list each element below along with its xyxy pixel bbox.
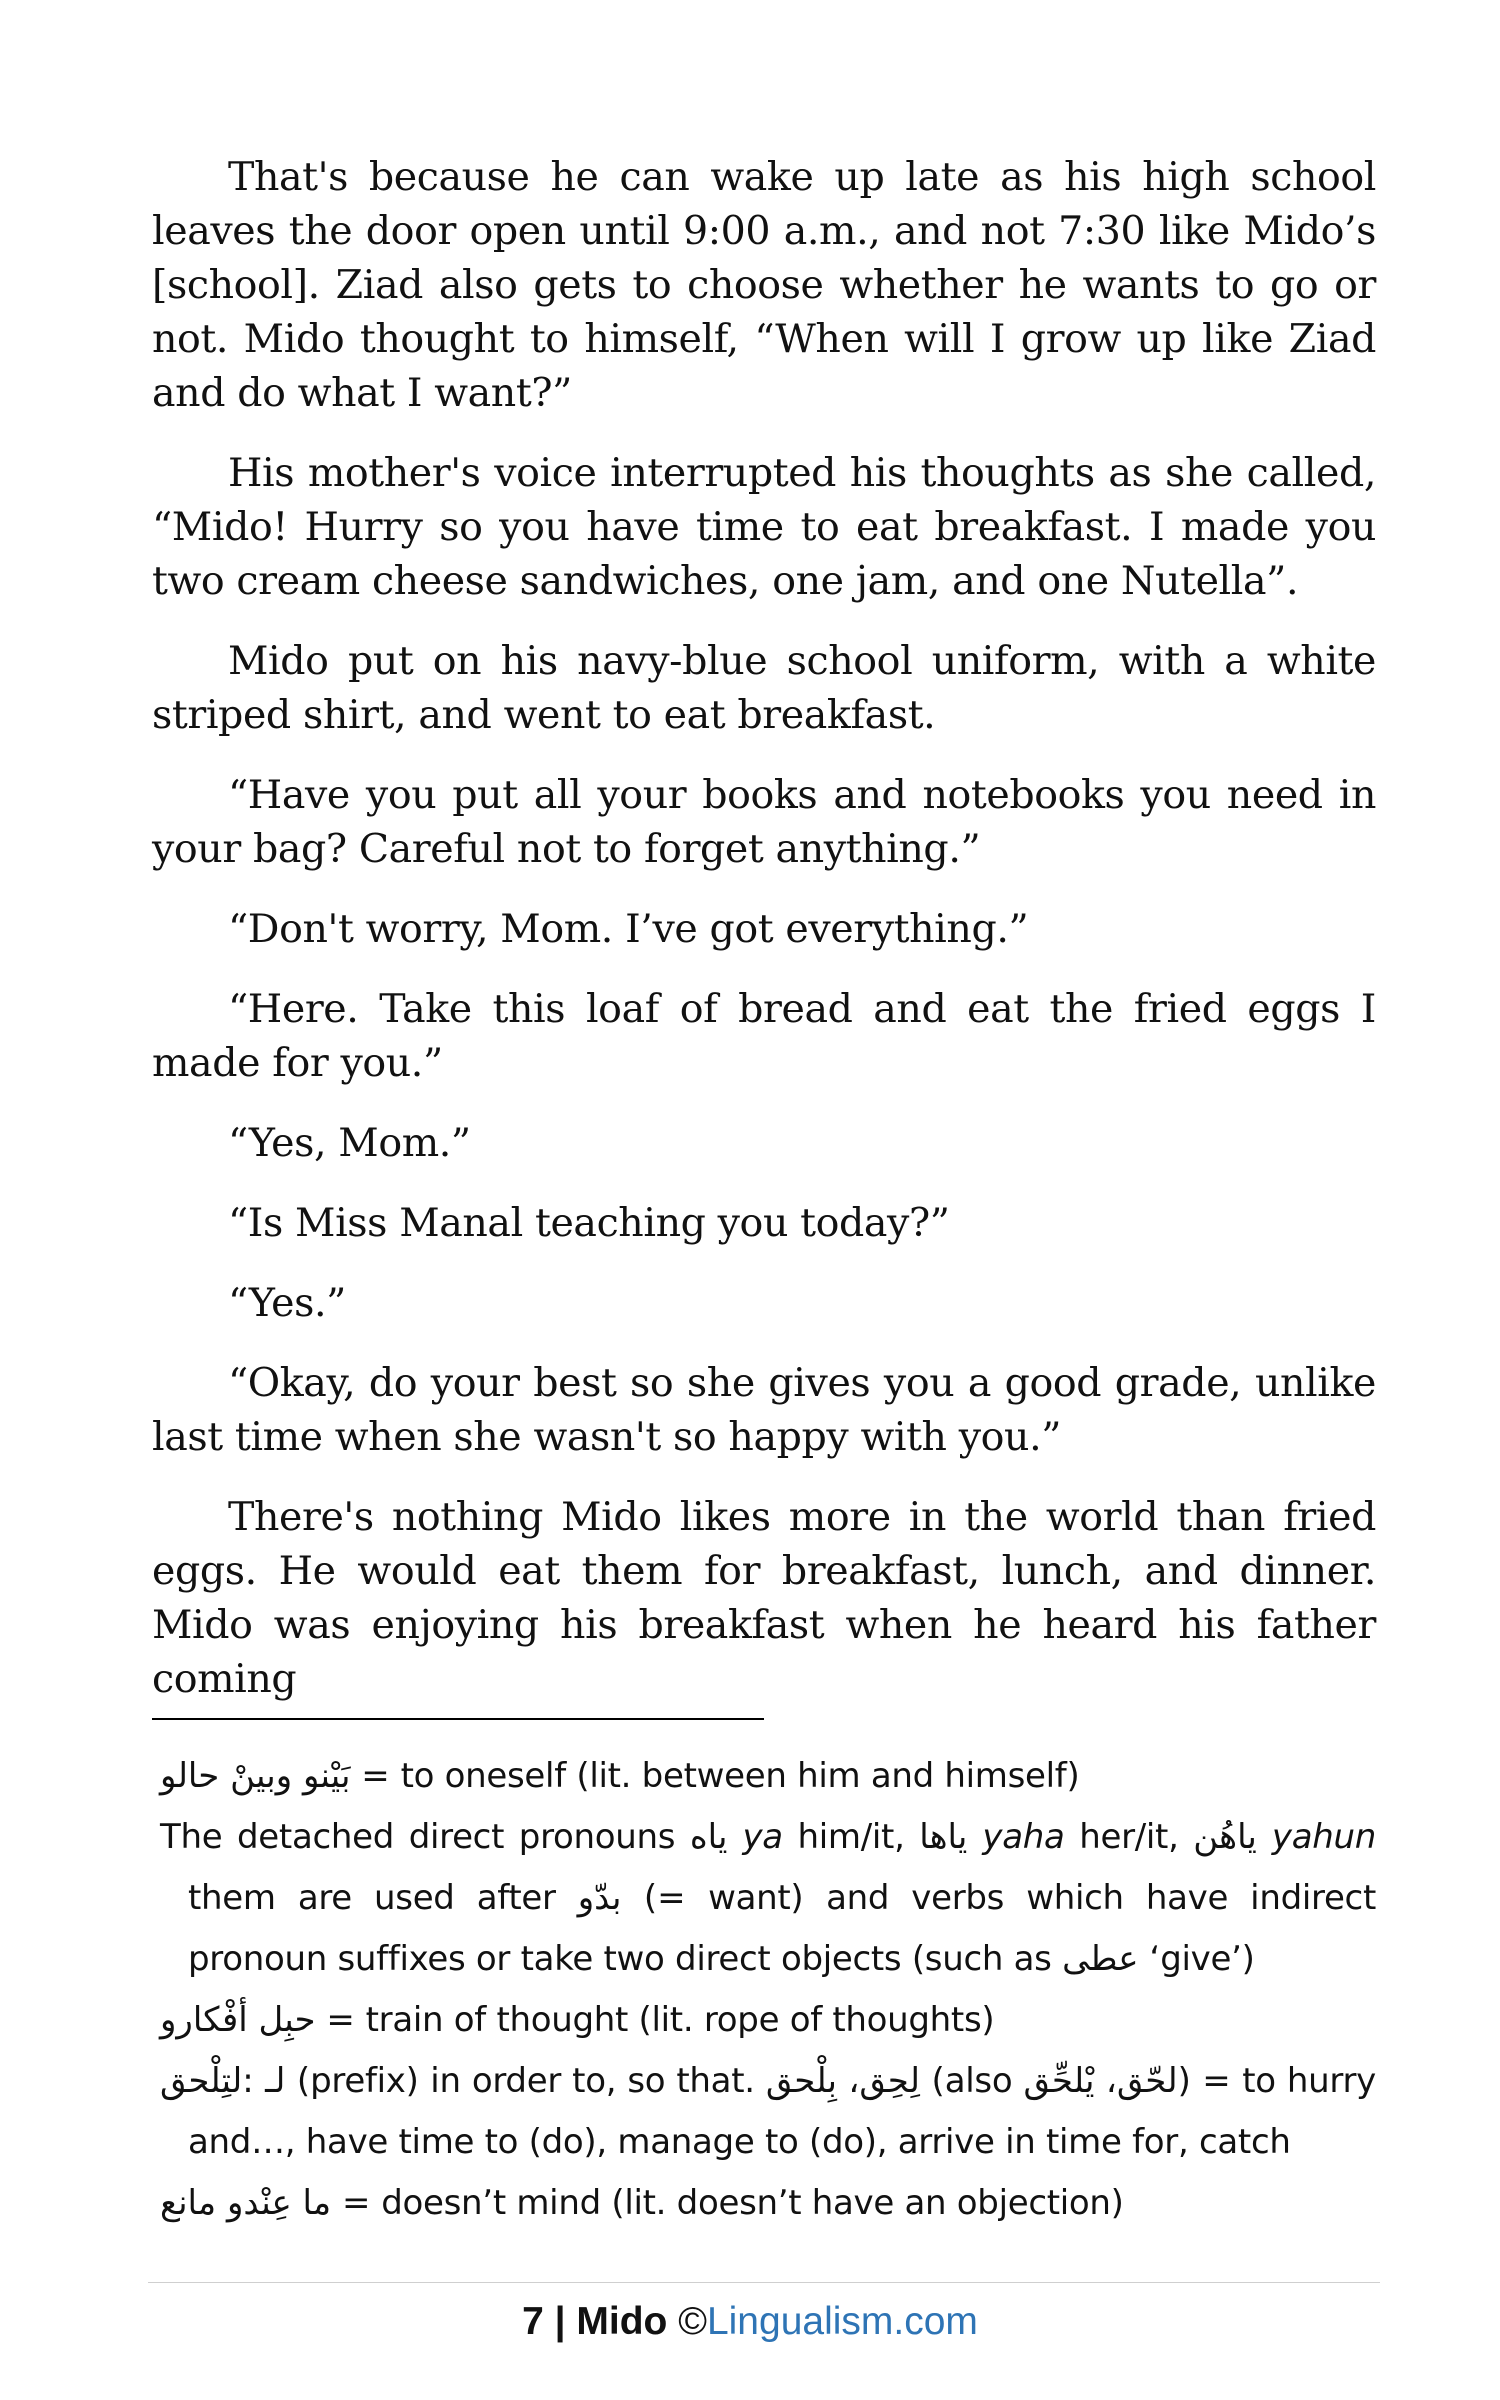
- footnote: [160, 1990, 1376, 2051]
- paragraph: “Have you put all your books and notebooks you need in your bag? Careful not to forget anything.”: [152, 772, 1376, 872]
- footnote-text: (prefix) in order to, so that.: [285, 2061, 766, 2101]
- footnote-text: = doesn’t mind (lit. doesn’t have an objection): [331, 2183, 1124, 2223]
- paragraph: “Is Miss Manal teaching you today?”: [228, 1200, 950, 1246]
- transliteration: yahun: [1271, 1817, 1376, 1857]
- paragraph: There's nothing Mido likes more in the world than fried eggs. He would eat them for breakfast, lunch, and dinner. Mido was enjoying his breakfast when he heard his father coming: [152, 1494, 1376, 1702]
- paragraph: “Yes, Mom.”: [228, 1120, 471, 1166]
- arabic-term: لِحِق، بِلْحق: [765, 2061, 921, 2101]
- footnote-text: (also: [920, 2061, 1024, 2101]
- footer-divider: [148, 2282, 1380, 2283]
- footnote-text: The detached direct pronouns: [160, 1817, 690, 1857]
- paragraph: “Don't worry, Mom. I’ve got everything.”: [228, 906, 1029, 952]
- footnote-text: (= want) and verbs which have indirect pronoun suffixes or take two direct objects (such as: [188, 1878, 1376, 1979]
- footnote: [160, 2051, 1376, 2173]
- arabic-term: حبِل أفْكارو: [160, 2000, 316, 2040]
- transliteration: ya: [742, 1817, 783, 1857]
- footnote-separator: [152, 1718, 764, 1720]
- arabic-term: عطى: [1062, 1939, 1139, 1979]
- footer-separator: |: [554, 2300, 566, 2343]
- footnote-text: ) = to hurry and…, have time to (do), manage to (do), arrive in time for, catch: [188, 2061, 1376, 2162]
- arabic-term: ياهُن: [1193, 1817, 1257, 1857]
- footnote-text: ‘give’): [1138, 1939, 1255, 1979]
- paragraph: “Here. Take this loaf of bread and eat the fried eggs I made for you.”: [152, 986, 1376, 1086]
- footnote: [160, 1746, 1376, 1807]
- arabic-term: ما عِنْدو مانع: [160, 2183, 332, 2223]
- arabic-term: لتِلْحق: [160, 2061, 243, 2101]
- page-footer: [0, 2294, 1500, 2350]
- footnote-text: her/it,: [1064, 1817, 1194, 1857]
- arabic-term: بدّو: [577, 1878, 622, 1918]
- paragraph: Mido put on his navy-blue school uniform, with a white striped shirt, and went to eat breakfast.: [152, 638, 1376, 738]
- footnote-text: them are used after: [188, 1878, 578, 1918]
- footnote: [160, 2173, 1376, 2234]
- arabic-term: بَيْنو وبينْ حالو: [160, 1756, 351, 1796]
- footnote-text: = train of thought (lit. rope of thoughts): [315, 2000, 995, 2040]
- transliteration: yaha: [982, 1817, 1065, 1857]
- copyright-symbol: ©: [678, 2300, 707, 2343]
- paragraph: “Okay, do your best so she gives you a good grade, unlike last time when she wasn't so happy with you.”: [152, 1360, 1376, 1460]
- arabic-term: لحّق، يْلحِّق: [1023, 2061, 1178, 2101]
- paragraph: That's because he can wake up late as his high school leaves the door open until 9:00 a.m., and not 7:30 like Mido’s [school]. Ziad also gets to choose whether he wants to go or not. Mido thought to himself, “When will I grow up like Ziad and do what I want?”: [152, 154, 1376, 416]
- footnote-text: = to oneself (lit. between him and himself): [350, 1756, 1080, 1796]
- arabic-term: ياها: [919, 1817, 968, 1857]
- footnote-text: :: [242, 2061, 266, 2101]
- footnotes: [160, 1746, 1376, 2234]
- footnote-text: him/it,: [782, 1817, 920, 1857]
- story-text: [152, 150, 1376, 1706]
- paragraph: “Yes.”: [228, 1280, 346, 1326]
- page-number: 7: [522, 2300, 544, 2343]
- publisher-link[interactable]: Lingualism.com: [706, 2300, 978, 2343]
- arabic-term: ياه: [689, 1817, 728, 1857]
- paragraph: His mother's voice interrupted his thoughts as she called, “Mido! Hurry so you have time to eat breakfast. I made you two cream cheese sandwiches, one jam, and one Nutella”.: [152, 450, 1376, 604]
- footnote: [160, 1807, 1376, 1990]
- book-title: Mido: [576, 2300, 668, 2343]
- arabic-term: لـ: [265, 2061, 286, 2101]
